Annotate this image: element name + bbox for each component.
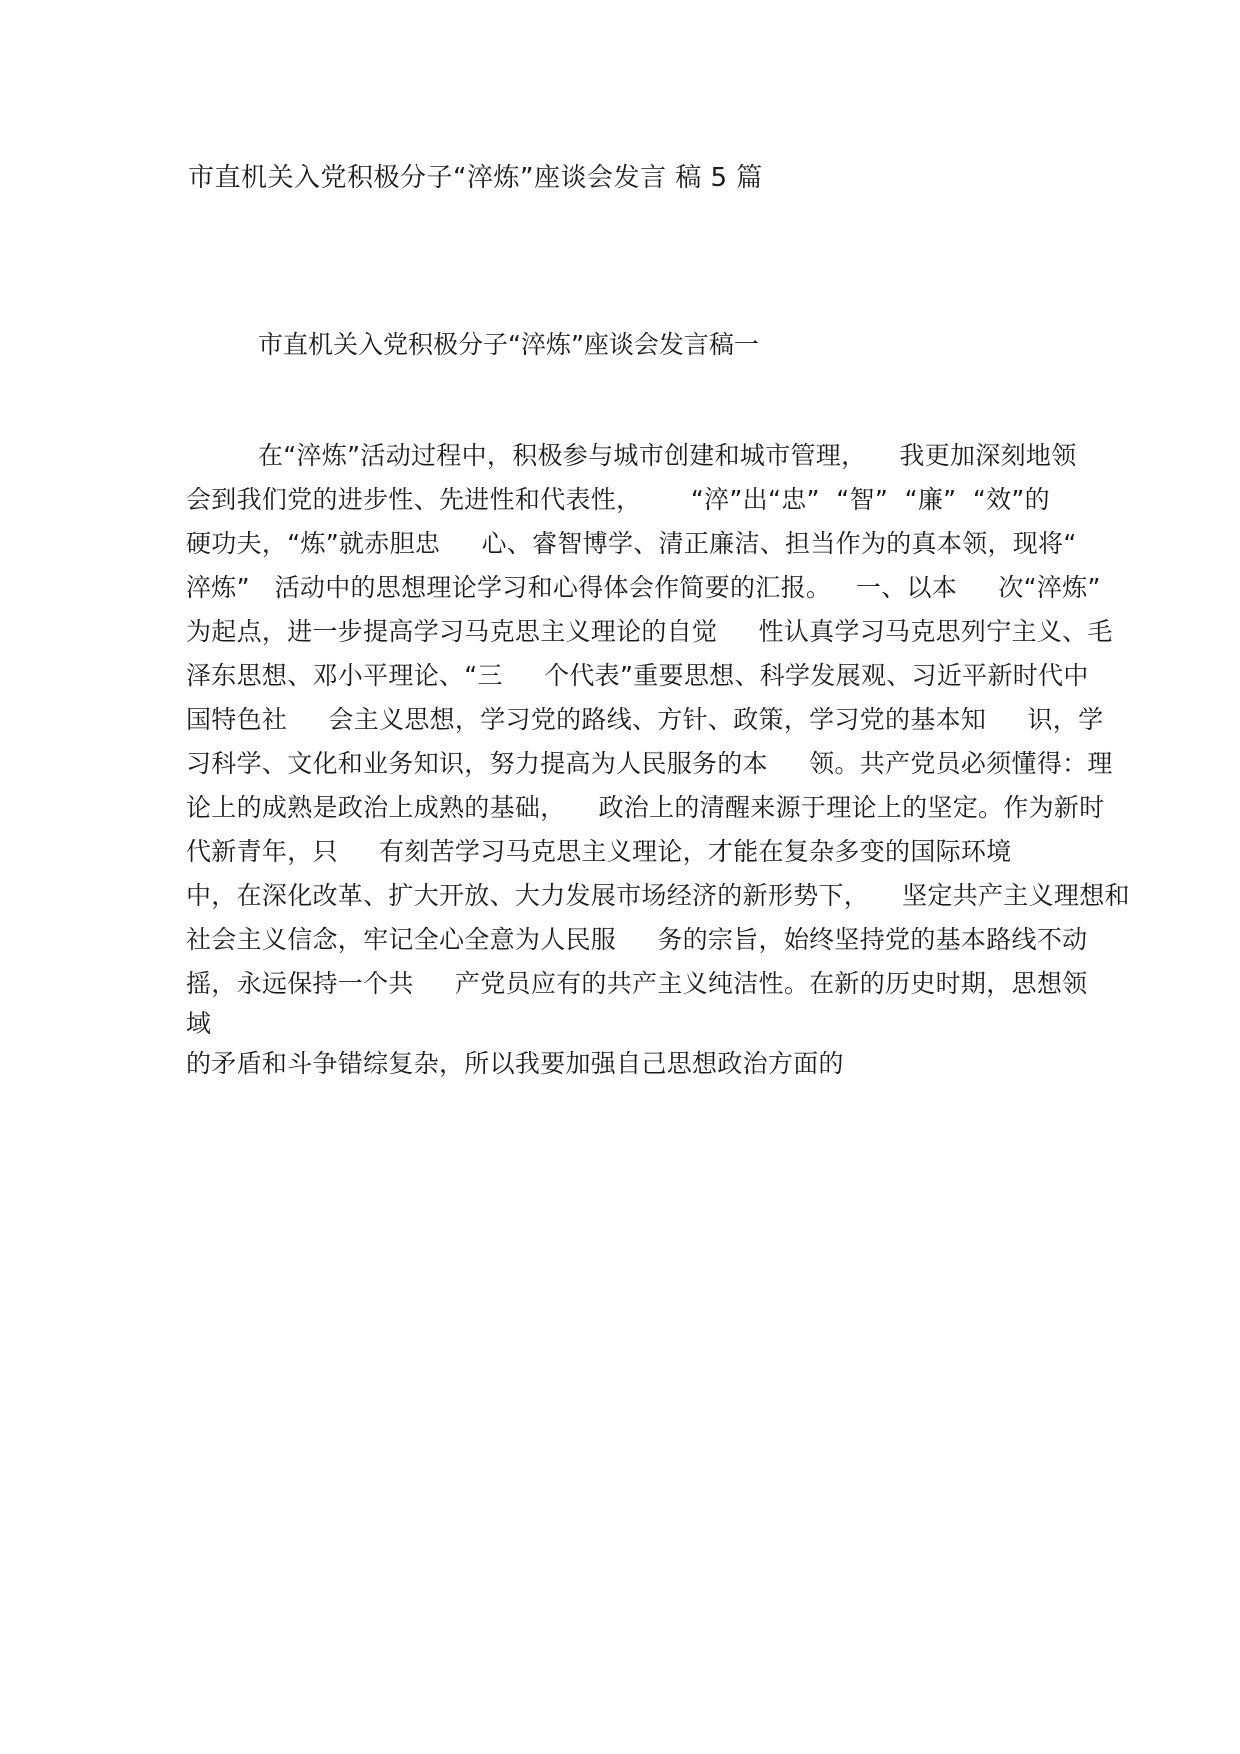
paragraph-line: 社会主义信念，牢记全心全意为人民服 务的宗旨，始终坚持党的基本路线不动 (186, 925, 1088, 954)
paragraph-line: 国特色社 会主义思想，学习党的路线、方针、政策，学习党的基本知 识，学 (186, 705, 1104, 734)
paragraph-line: 习科学、文化和业务知识，努力提高为人民服务的本 领。共产党员必须懂得：理 (186, 749, 1113, 778)
paragraph-line: 为起点，进一步提高学习马克思主义理论的自觉 性认真学习马克思列宁主义、毛 (186, 617, 1113, 646)
paragraph-line: 代新青年，只 有刻苦学习马克思主义理论，才能在复杂多变的国际环境 (186, 837, 1012, 866)
section-title: 市直机关入党积极分子“淬炼”座谈会发言稿一 (258, 330, 759, 359)
paragraph-line: 中，在深化改革、扩大开放、大力发展市场经济的新形势下， 坚定共产主义理想和 (186, 881, 1130, 910)
paragraph-line: 淬炼” 活动中的思想理论学习和心得体会作简要的汇报。 一、以本 次“淬炼” (186, 573, 1101, 602)
paragraph-line: 泽东思想、邓小平理论、“三 个代表”重要思想、科学发展观、习近平新时代中 (186, 661, 1089, 690)
paragraph-line: 域 (186, 1009, 212, 1038)
document-title: 市直机关入党积极分子“淬炼”座谈会发言 稿 5 篇 (188, 163, 763, 193)
paragraph-line: 摇，永远保持一个共 产党员应有的共产主义纯洁性。在新的历史时期，思想领 (186, 969, 1088, 998)
body-paragraph (186, 434, 1130, 1086)
paragraph-line: 论上的成熟是政治上成熟的基础， 政治上的清醒来源于理论上的坚定。作为新时 (186, 793, 1105, 822)
paragraph-line: 硬功夫，“炼”就赤胆忠 心、睿智博学、清正廉洁、担当作为的真本领，现将“ (186, 529, 1077, 558)
paragraph-line: 在“淬炼”活动过程中，积极参与城市创建和城市管理， 我更加深刻地领 (258, 441, 1077, 470)
paragraph-line: 的矛盾和斗争错综复杂，所以我要加强自己思想政治方面的 (186, 1049, 844, 1078)
paragraph-line: 会到我们党的进步性、先进性和代表性， “淬”出“忠” “智” “廉” “效”的 (186, 485, 1050, 514)
